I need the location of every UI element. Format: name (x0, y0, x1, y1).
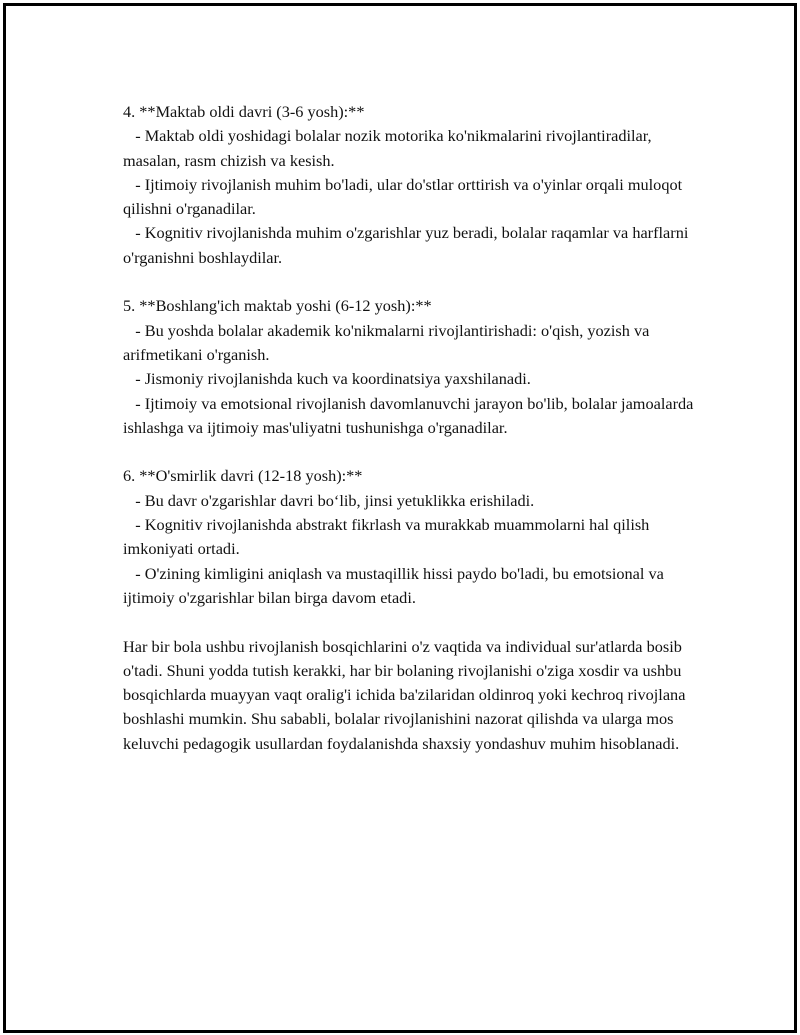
section-heading: 5. **Boshlang'ich maktab yoshi (6-12 yosh):** (123, 296, 432, 316)
section-heading: 6. **O'smirlik davri (12-18 yosh):** (123, 466, 363, 486)
list-item: - Jismoniy rivojlanishda kuch va koordinatsiya yaxshilanadi. (123, 369, 531, 389)
list-item: - Bu davr o'zgarishlar davri bo‘lib, jinsi yetuklikka erishiladi. (123, 490, 535, 510)
section-adolescence (123, 464, 703, 610)
list-item: - Bu yoshda bolalar akademik ko'nikmalarni rivojlantirishadi: o'qish, yozish va arifmetikani o'rganish. (123, 320, 654, 364)
list-item: - Ijtimoiy va emotsional rivojlanish davomlanuvchi jarayon bo'lib, bolalar jamoalarda ishlashga va ijtimoiy mas'uliyatni tushunishga o'rganadilar. (123, 393, 698, 437)
list-item: - Kognitiv rivojlanishda muhim o'zgarishlar yuz beradi, bolalar raqamlar va harflarni o'rganishni boshlaydilar. (123, 223, 693, 267)
section-primary-school (123, 294, 703, 440)
conclusion-paragraph: Har bir bola ushbu rivojlanish bosqichlarini o'z vaqtida va individual sur'atlarda bosib o'tadi. Shuni yodda tutish kerakki, har bir bolaning rivojlanishi o'ziga xosdir va ushbu bosqichlarda muayyan vaqt oralig'i ichida ba'zilaridan oldinroq yoki kechroq rivojlana boshlashi mumkin. Shu sababli, bolalar rivojlanishini nazorat qilishda va ularga mos keluvchi pedagogik usullardan foydalanishda shaxsiy yondashuv muhim hisoblanadi. (123, 636, 690, 753)
section-heading: 4. **Maktab oldi davri (3-6 yosh):** (123, 102, 365, 121)
document-body (123, 100, 703, 756)
list-item: - Maktab oldi yoshidagi bolalar nozik motorika ko'nikmalarini rivojlantiradilar, masalan, rasm chizish va kesish. (123, 126, 656, 170)
list-item: - Ijtimoiy rivojlanish muhim bo'ladi, ular do'stlar orttirish va o'yinlar orqali muloqot qilishni o'rganadilar. (123, 174, 687, 219)
page-frame (3, 3, 797, 1033)
list-item: - O'zining kimligini aniqlash va mustaqillik hissi paydo bo'ladi, bu emotsional va ijtimoiy o'zgarishlar bilan birga davom etadi. (123, 563, 668, 607)
section-preschool (123, 100, 703, 270)
list-item: - Kognitiv rivojlanishda abstrakt fikrlash va murakkab muammolarni hal qilish imkoniyati ortadi. (123, 515, 654, 559)
